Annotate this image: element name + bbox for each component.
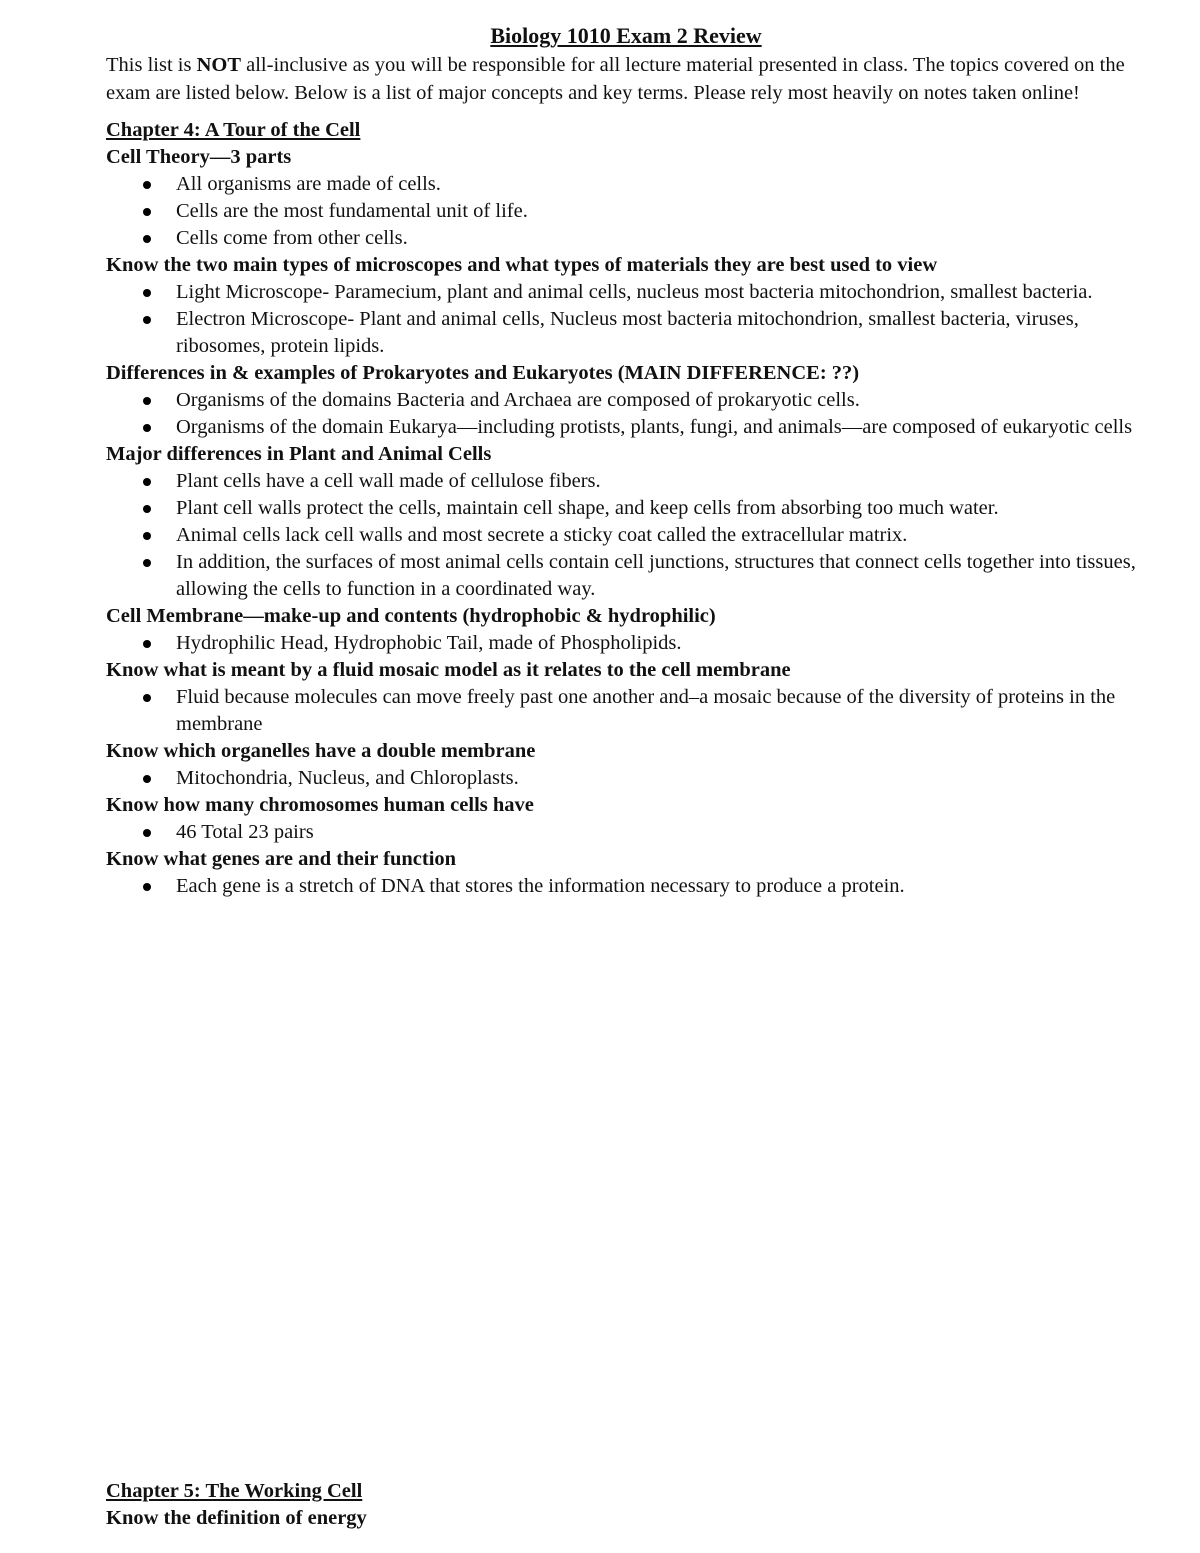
bullet-list xyxy=(106,819,1146,846)
chapter-4-title: Chapter 4: A Tour of the Cell xyxy=(106,119,361,141)
list-item: In addition, the surfaces of most animal cells contain cell junctions, structures that connect cells together into tissues, allowing the cells to function in a coordinated way. xyxy=(106,549,1146,603)
section-heading: Know the two main types of microscopes and what types of materials they are best used to view xyxy=(106,254,938,276)
bullet-list xyxy=(106,684,1146,738)
list-item: Animal cells lack cell walls and most secrete a sticky coat called the extracellular matrix. xyxy=(106,522,1146,549)
list-item: 46 Total 23 pairs xyxy=(106,819,1146,846)
section-heading: Know how many chromosomes human cells have xyxy=(106,794,534,816)
section-chromosomes xyxy=(106,792,1146,846)
list-item: Electron Microscope- Plant and animal cells, Nucleus most bacteria mitochondrion, smallest bacteria, viruses, ribosomes, protein lipids. xyxy=(106,306,1146,360)
section-heading: Know what is meant by a fluid mosaic model as it relates to the cell membrane xyxy=(106,659,791,681)
bullet-list xyxy=(106,171,1146,252)
list-item: Fluid because molecules can move freely past one another and–a mosaic because of the diversity of proteins in the membrane xyxy=(106,684,1146,738)
section-heading: Cell Membrane—make-up and contents (hydrophobic & hydrophilic) xyxy=(106,605,716,627)
list-item: Cells come from other cells. xyxy=(106,225,1146,252)
list-item: Each gene is a stretch of DNA that stores the information necessary to produce a protein. xyxy=(106,873,1146,900)
intro-text-before: This list is xyxy=(106,54,197,76)
page-title: Biology 1010 Exam 2 Review xyxy=(490,23,762,48)
section-double-membrane xyxy=(106,738,1146,792)
section-plant-animal-cells xyxy=(106,441,1146,603)
section-heading: Know the definition of energy xyxy=(106,1507,367,1529)
bullet-list xyxy=(106,279,1146,360)
intro-paragraph xyxy=(106,52,1146,107)
list-item: Plant cell walls protect the cells, maintain cell shape, and keep cells from absorbing too much water. xyxy=(106,495,1146,522)
list-item: All organisms are made of cells. xyxy=(106,171,1146,198)
section-heading: Cell Theory—3 parts xyxy=(106,146,292,168)
list-item: Plant cells have a cell wall made of cellulose fibers. xyxy=(106,468,1146,495)
section-heading: Know which organelles have a double membrane xyxy=(106,740,536,762)
list-item: Organisms of the domain Eukarya—including protists, plants, fungi, and animals—are composed of eukaryotic cells xyxy=(106,414,1146,441)
section-heading: Major differences in Plant and Animal Cells xyxy=(106,443,492,465)
section-microscopes xyxy=(106,252,1146,360)
review-page xyxy=(106,20,1146,900)
section-fluid-mosaic xyxy=(106,657,1146,738)
bullet-list xyxy=(106,387,1146,441)
section-genes xyxy=(106,846,1146,900)
bullet-list xyxy=(106,765,1146,792)
section-prokaryotes-eukaryotes xyxy=(106,360,1146,441)
section-cell-theory xyxy=(106,144,1146,252)
section-heading: Know what genes are and their function xyxy=(106,848,457,870)
bullet-list xyxy=(106,630,1146,657)
bullet-list xyxy=(106,873,1146,900)
list-item: Cells are the most fundamental unit of life. xyxy=(106,198,1146,225)
intro-emphasis: NOT xyxy=(196,54,241,76)
list-item: Organisms of the domains Bacteria and Archaea are composed of prokaryotic cells. xyxy=(106,387,1146,414)
list-item: Light Microscope- Paramecium, plant and animal cells, nucleus most bacteria mitochondrion, smallest bacteria. xyxy=(106,279,1146,306)
section-heading: Differences in & examples of Prokaryotes and Eukaryotes (MAIN DIFFERENCE: ??) xyxy=(106,362,860,384)
section-cell-membrane xyxy=(106,603,1146,657)
intro-text-after: all-inclusive as you will be responsible for all lecture material presented in class. The topics covered on the exam are listed below. Below is a list of major concepts and key terms. Please rely most heavily on notes taken online! xyxy=(106,54,1125,104)
list-item: Hydrophilic Head, Hydrophobic Tail, made of Phospholipids. xyxy=(106,630,1146,657)
chapter-5-title: Chapter 5: The Working Cell xyxy=(106,1480,363,1502)
list-item: Mitochondria, Nucleus, and Chloroplasts. xyxy=(106,765,1146,792)
chapter-5-block xyxy=(106,1478,1146,1532)
bullet-list xyxy=(106,468,1146,603)
